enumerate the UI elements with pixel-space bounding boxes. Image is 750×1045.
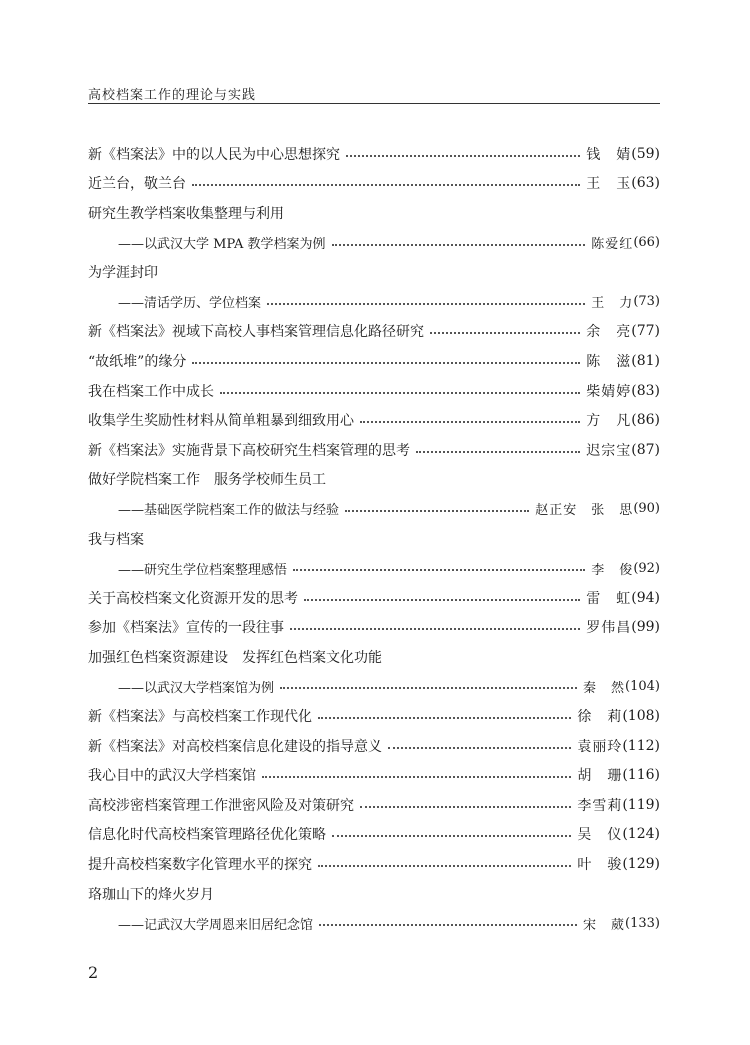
header-rule xyxy=(88,103,660,104)
dot-leader xyxy=(220,392,580,394)
toc-title: 信息化时代高校档案管理路径优化策略 xyxy=(88,827,326,844)
toc-author: 吴 仪 xyxy=(577,827,623,844)
toc-author: 徐 莉 xyxy=(577,709,623,726)
dot-leader xyxy=(267,303,585,305)
toc-entry xyxy=(88,701,660,731)
running-header: 高校档案工作的理论与实践 xyxy=(88,88,257,103)
toc-entry xyxy=(88,346,660,376)
toc-entry xyxy=(88,731,660,761)
dot-leader xyxy=(388,747,571,749)
dot-leader xyxy=(319,924,577,926)
toc-entry xyxy=(88,820,660,850)
toc-author: 雷 虹 xyxy=(586,590,632,607)
toc-author: 李 俊 xyxy=(591,562,634,578)
toc-author: 柴婧婷 xyxy=(586,383,632,400)
toc-title: 珞珈山下的烽火岁月 xyxy=(88,886,214,903)
dot-leader xyxy=(280,687,577,689)
toc-title: 加强红色档案资源建设 发挥红色档案文化功能 xyxy=(88,649,382,666)
dot-leader xyxy=(345,510,529,512)
toc-page: (63) xyxy=(631,175,660,192)
toc-author: 宋 葳 xyxy=(583,917,626,933)
toc-page: (77) xyxy=(631,323,660,340)
toc-title: 提升高校档案数字化管理水平的探究 xyxy=(88,857,312,874)
toc-title: 关于高校档案文化资源开发的思考 xyxy=(88,590,298,607)
toc-page: (104) xyxy=(625,678,660,694)
toc-entry xyxy=(88,435,660,465)
toc-entry xyxy=(88,524,660,554)
toc-author: 秦 然 xyxy=(583,680,626,696)
dot-leader xyxy=(192,184,580,186)
dot-leader xyxy=(290,628,580,630)
toc-title: 新《档案法》实施背景下高校研究生档案管理的思考 xyxy=(88,442,410,459)
toc-author: 迟宗宝 xyxy=(586,442,632,459)
toc-entry xyxy=(88,465,660,495)
toc-author: 李雪莉 xyxy=(577,797,623,814)
toc-title: 为学涯封印 xyxy=(88,265,158,282)
toc-entry xyxy=(88,287,660,317)
dot-leader xyxy=(318,865,571,867)
toc-author: 袁丽玲 xyxy=(577,738,623,755)
toc-author: 陈爱红 xyxy=(591,237,634,253)
toc-page: (87) xyxy=(631,441,660,458)
toc-subtitle: ——基础医学院档案工作的做法与经验 xyxy=(118,503,340,519)
dot-leader xyxy=(318,717,571,719)
toc-title: 高校涉密档案管理工作泄密风险及对策研究 xyxy=(88,797,354,814)
dot-leader xyxy=(360,421,580,423)
toc-entry xyxy=(88,879,660,909)
toc-subtitle: ——记武汉大学周恩来旧居纪念馆 xyxy=(118,917,314,933)
toc-title: 做好学院档案工作 服务学校师生员工 xyxy=(88,472,326,489)
toc-entry xyxy=(88,317,660,347)
toc-author: 赵正安 张 思 xyxy=(535,503,634,519)
toc-title: 参加《档案法》宣传的一段往事 xyxy=(88,620,284,637)
toc-entry xyxy=(88,583,660,613)
toc-subtitle: ——研究生学位档案整理感悟 xyxy=(118,562,288,578)
toc-entry xyxy=(88,672,660,702)
toc-author: 方 凡 xyxy=(586,413,632,430)
toc-entry xyxy=(88,908,660,938)
toc-page: (119) xyxy=(622,796,660,813)
dot-leader xyxy=(262,776,571,778)
toc-entry xyxy=(88,228,660,258)
dot-leader xyxy=(192,362,580,364)
toc-author: 钱 婧 xyxy=(586,146,632,163)
toc-entry xyxy=(88,553,660,583)
toc-entry xyxy=(88,642,660,672)
toc-title: 新《档案法》视域下高校人事档案管理信息化路径研究 xyxy=(88,324,424,341)
toc-title: “故纸堆”的缘分 xyxy=(88,353,187,370)
toc-page: (66) xyxy=(633,235,660,251)
toc-page: (59) xyxy=(631,145,660,162)
dot-leader xyxy=(332,244,586,246)
toc-page: (83) xyxy=(631,382,660,399)
dot-leader xyxy=(360,806,571,808)
toc-page: (81) xyxy=(631,352,660,369)
dot-leader xyxy=(346,155,580,157)
toc-title: 近兰台，敬兰台 xyxy=(88,176,186,193)
toc-author: 王 力 xyxy=(591,296,634,312)
toc-entry xyxy=(88,139,660,169)
dot-leader xyxy=(416,451,580,453)
dot-leader xyxy=(293,569,585,571)
toc-page: (124) xyxy=(622,826,660,843)
dot-leader xyxy=(332,835,571,837)
toc-page: (86) xyxy=(631,412,660,429)
toc-page: (112) xyxy=(622,737,660,754)
toc-entry xyxy=(88,613,660,643)
toc-author: 罗伟昌 xyxy=(586,620,632,637)
toc-page: (73) xyxy=(633,294,660,310)
toc-title: 收集学生奖励性材料从简单粗暴到细致用心 xyxy=(88,413,354,430)
toc-title: 研究生教学档案收集整理与利用 xyxy=(88,205,284,222)
toc-title: 新《档案法》中的以人民为中心思想探究 xyxy=(88,146,340,163)
toc-author: 余 亮 xyxy=(586,324,632,341)
toc-page: (99) xyxy=(631,619,660,636)
dot-leader xyxy=(304,599,580,601)
toc-page: (116) xyxy=(622,767,660,784)
page-number: 2 xyxy=(88,963,99,982)
toc-author: 胡 珊 xyxy=(577,768,623,785)
toc-page: (90) xyxy=(633,501,660,517)
toc-author: 陈 滋 xyxy=(586,353,632,370)
toc-page: (133) xyxy=(625,915,660,931)
toc-entry xyxy=(88,494,660,524)
toc-entry xyxy=(88,198,660,228)
toc-entry xyxy=(88,405,660,435)
toc-title: 新《档案法》对高校档案信息化建设的指导意义 xyxy=(88,738,382,755)
toc-title: 我心目中的武汉大学档案馆 xyxy=(88,768,256,785)
toc-entry xyxy=(88,376,660,406)
toc-entry xyxy=(88,849,660,879)
toc-subtitle: ——清话学历、学位档案 xyxy=(118,296,262,312)
toc-entry xyxy=(88,169,660,199)
toc-author: 叶 骏 xyxy=(577,857,623,874)
toc-title: 我在档案工作中成长 xyxy=(88,383,214,400)
toc-title: 我与档案 xyxy=(88,531,144,548)
toc-page: (129) xyxy=(622,856,660,873)
dot-leader xyxy=(430,332,580,334)
toc-entry xyxy=(88,760,660,790)
toc-author: 王 玉 xyxy=(586,176,632,193)
table-of-contents xyxy=(88,139,660,938)
toc-entry xyxy=(88,790,660,820)
toc-page: (92) xyxy=(633,560,660,576)
toc-subtitle: ——以武汉大学档案馆为例 xyxy=(118,680,275,696)
toc-entry xyxy=(88,257,660,287)
toc-page: (94) xyxy=(631,589,660,606)
toc-title: 新《档案法》与高校档案工作现代化 xyxy=(88,709,312,726)
toc-subtitle: ——以武汉大学 MPA 教学档案为例 xyxy=(118,237,326,253)
toc-page: (108) xyxy=(622,708,660,725)
